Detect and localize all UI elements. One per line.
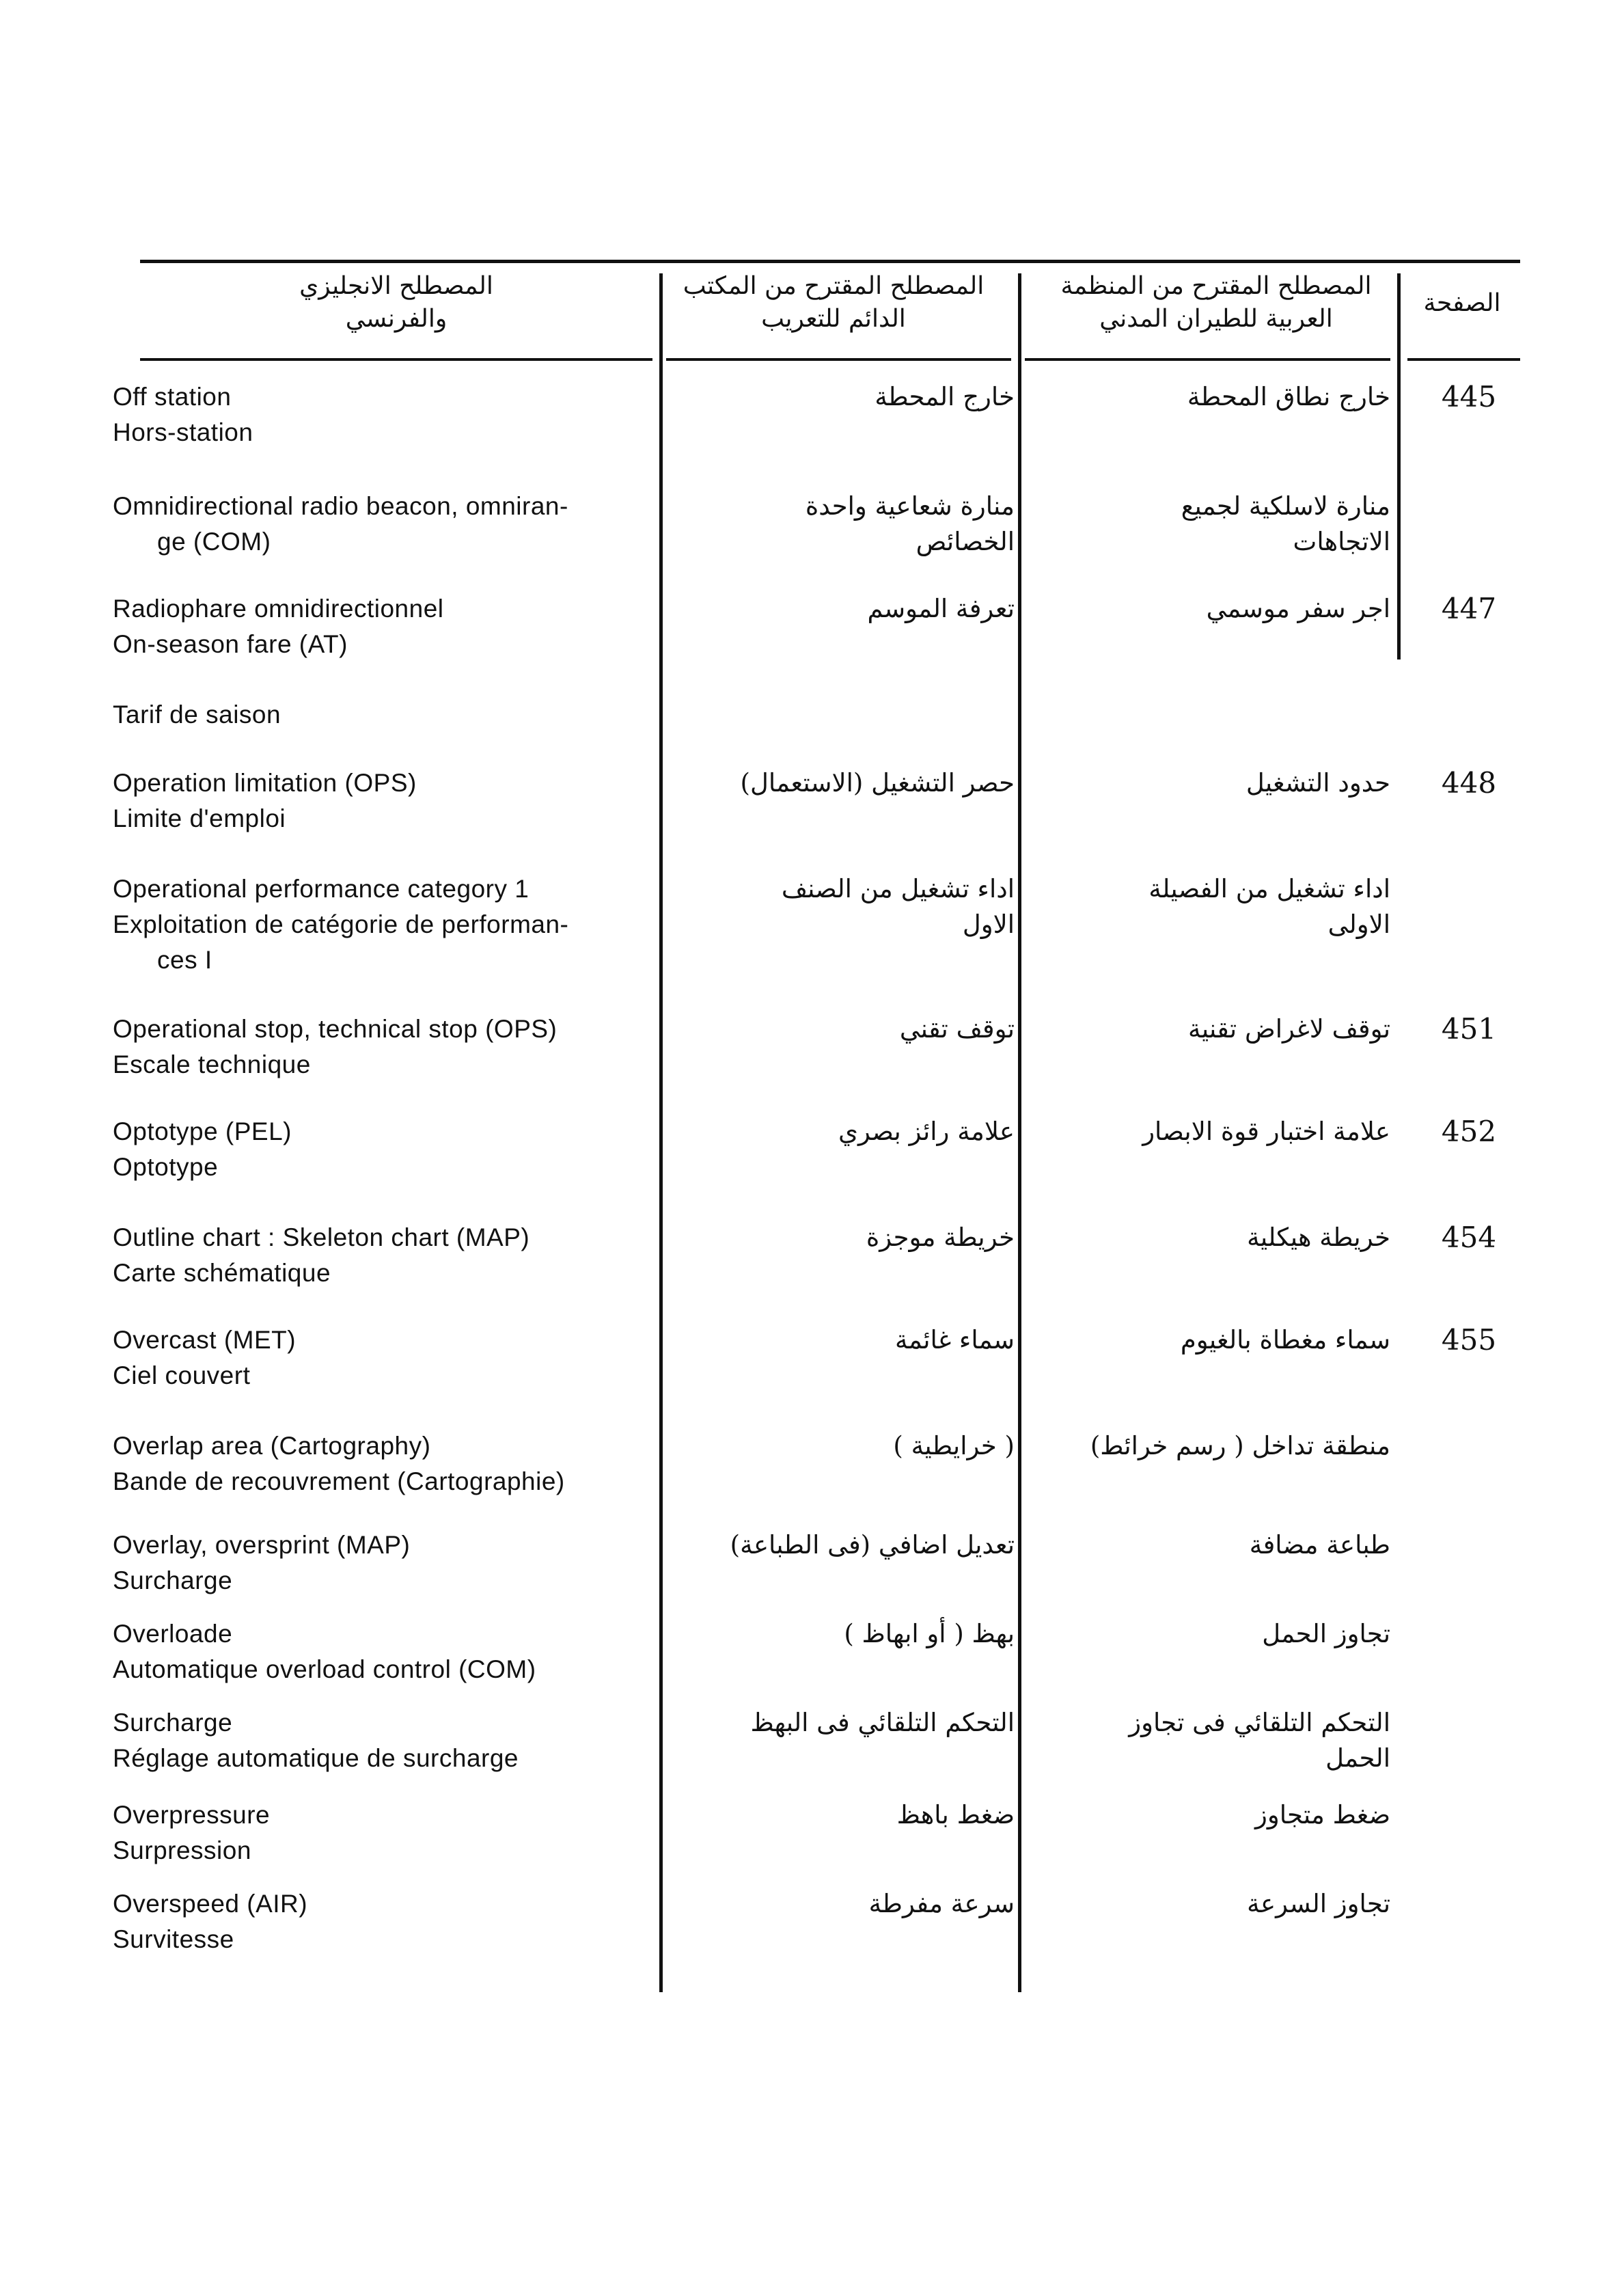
term-line: ge (COM) <box>157 528 271 556</box>
header-english-french: المصطلح الانجليزي والفرنسي <box>299 272 493 333</box>
header-acao: المصطلح المقترح من المنظمة العربية للطيران المدني <box>1060 272 1372 333</box>
term-line: علامة اختبار قوة الابصار <box>1142 1117 1390 1146</box>
term-line: سماء مغطاة بالغيوم <box>1180 1325 1390 1355</box>
term-line: الخصائص <box>916 527 1015 556</box>
bureau-term <box>673 871 1015 942</box>
english-french-term <box>113 1322 659 1393</box>
term-line: الحمل <box>1325 1743 1390 1773</box>
term-line: منارة شعاعية واحدة <box>805 491 1015 521</box>
page-number: 448 <box>1441 766 1497 800</box>
english-french-term <box>113 1886 659 1957</box>
term-line: ضغط باهظ <box>896 1800 1015 1830</box>
bureau-term <box>673 591 1015 627</box>
term-line: ضغط متجاوز <box>1254 1800 1390 1830</box>
term-line: منطقة تداخل ( رسم خرائط) <box>1090 1431 1390 1460</box>
term-line: Overpressure <box>113 1801 271 1829</box>
term-line: Surcharge <box>113 1709 233 1737</box>
term-line: Carte schématique <box>113 1259 331 1287</box>
term-line: خارج نطاق المحطة <box>1187 382 1390 411</box>
header-rule-bureau <box>666 358 1011 361</box>
page-number: 445 <box>1441 380 1497 413</box>
term-line: Réglage automatique de surcharge <box>113 1744 519 1772</box>
term-line: خريطة هيكلية <box>1247 1223 1390 1252</box>
term-line: التحكم التلقائي فى تجاوز <box>1129 1708 1390 1737</box>
term-line: حصر التشغيل (الاستعمال) <box>740 768 1015 798</box>
term-line: Operation limitation (OPS) <box>113 769 417 797</box>
term-line: Overloade <box>113 1620 233 1648</box>
term-line: Overlay, oversprint (MAP) <box>113 1531 411 1559</box>
term-line: Radiophare omnidirectionnel <box>113 595 444 623</box>
term-line: Outline chart : Skeleton chart (MAP) <box>113 1223 530 1251</box>
term-line: الاتجاهات <box>1293 527 1390 556</box>
term-line: Limite d'emploi <box>113 804 286 832</box>
acao-term <box>1042 591 1390 627</box>
term-line: تجاوز الحمل <box>1262 1619 1390 1648</box>
acao-term <box>1042 1011 1390 1047</box>
english-french-term <box>113 697 659 733</box>
term-line: Escale technique <box>113 1050 311 1078</box>
column-divider-3 <box>1397 273 1401 660</box>
bureau-term <box>673 379 1015 415</box>
bureau-term <box>673 1428 1015 1464</box>
term-line: توقف تقني <box>899 1014 1015 1044</box>
bureau-term <box>673 1886 1015 1922</box>
english-french-term <box>113 1705 659 1776</box>
acao-term <box>1042 1705 1390 1776</box>
english-french-term <box>113 1011 659 1083</box>
term-line: سماء غائمة <box>895 1325 1015 1355</box>
acao-term <box>1042 1428 1390 1464</box>
term-line: حدود التشغيل <box>1245 768 1390 798</box>
term-line: طباعة مضافة <box>1249 1530 1390 1560</box>
term-line: Overcast (MET) <box>113 1326 297 1354</box>
acao-term <box>1042 1322 1390 1358</box>
term-line: Tarif de saison <box>113 701 281 729</box>
term-line: اداء تشغيل من الصنف <box>781 874 1015 903</box>
acao-term <box>1042 765 1390 801</box>
acao-term <box>1042 489 1390 560</box>
term-line: التحكم التلقائي فى البهظ <box>750 1708 1015 1737</box>
header-bureau: المصطلح المقترح من المكتب الدائم للتعريب <box>683 272 985 333</box>
acao-term <box>1042 871 1390 942</box>
term-line: Operational performance category 1 <box>113 875 529 903</box>
term-line: خريطة موجزة <box>866 1223 1015 1252</box>
term-line: Optotype (PEL) <box>113 1117 292 1145</box>
term-line: الاولى <box>1327 910 1390 939</box>
bureau-term <box>673 1797 1015 1833</box>
term-line: تجاوز السرعة <box>1247 1889 1390 1918</box>
term-line: Surpression <box>113 1836 251 1864</box>
term-line: تعرفة الموسم <box>867 594 1015 623</box>
page-number: 451 <box>1441 1012 1497 1046</box>
english-french-term <box>113 765 659 837</box>
term-line: Overlap area (Cartography) <box>113 1432 431 1460</box>
acao-term <box>1042 1114 1390 1150</box>
table-top-rule <box>140 260 1520 263</box>
bureau-term <box>673 1220 1015 1255</box>
header-page: الصفحة <box>1423 289 1501 317</box>
term-line: Bande de recouvrement (Cartographie) <box>113 1467 565 1495</box>
bureau-term <box>673 1114 1015 1150</box>
acao-term <box>1042 1886 1390 1922</box>
acao-term <box>1042 1797 1390 1833</box>
english-french-term <box>113 379 659 450</box>
header-rule-acao <box>1025 358 1390 361</box>
page-number: 452 <box>1441 1115 1497 1148</box>
bureau-term <box>673 1705 1015 1741</box>
term-line: Hors-station <box>113 418 253 446</box>
term-line: علامة رائز بصري <box>838 1117 1015 1146</box>
bureau-term <box>673 1322 1015 1358</box>
english-french-term <box>113 1616 659 1687</box>
acao-term <box>1042 1220 1390 1255</box>
header-rule-english <box>140 358 652 361</box>
term-line: Off station <box>113 383 232 411</box>
term-line: اجر سفر موسمي <box>1206 594 1390 623</box>
term-line: منارة لاسلكية لجميع <box>1181 491 1390 521</box>
bureau-term <box>673 1616 1015 1652</box>
term-line: الاول <box>962 910 1015 939</box>
bureau-term <box>673 1527 1015 1563</box>
term-line: Surcharge <box>113 1566 233 1594</box>
english-french-term <box>113 871 659 978</box>
header-rule-page <box>1407 358 1520 361</box>
term-line: Exploitation de catégorie de performan- <box>113 910 569 938</box>
page-number: 454 <box>1441 1221 1497 1254</box>
term-line: On-season fare (AT) <box>113 630 348 658</box>
column-divider-2 <box>1018 273 1021 1992</box>
english-french-term <box>113 1797 659 1868</box>
term-line: بهظ ( أو ابهاظ ) <box>844 1619 1015 1648</box>
english-french-term <box>113 1220 659 1291</box>
english-french-term <box>113 1527 659 1599</box>
term-line: Overspeed (AIR) <box>113 1890 308 1918</box>
bureau-term <box>673 1011 1015 1047</box>
term-line: Survitesse <box>113 1925 234 1953</box>
term-line: ces I <box>157 946 212 974</box>
column-divider-1 <box>659 273 663 1992</box>
english-french-term <box>113 1114 659 1185</box>
term-line: Omnidirectional radio beacon, omniran- <box>113 492 568 520</box>
acao-term <box>1042 1527 1390 1563</box>
term-line: خارج المحطة <box>875 382 1015 411</box>
term-line: توقف لاغراض تقنية <box>1188 1014 1390 1044</box>
english-french-term <box>113 489 659 560</box>
term-line: تعديل اضافي (فى الطباعة) <box>730 1530 1015 1560</box>
bureau-term <box>673 489 1015 560</box>
acao-term <box>1042 1616 1390 1652</box>
term-line: ( خرايطية ) <box>893 1431 1015 1460</box>
page-number: 447 <box>1441 592 1497 625</box>
term-line: Automatique overload control (COM) <box>113 1655 536 1683</box>
term-line: Optotype <box>113 1153 219 1181</box>
term-line: Ciel couvert <box>113 1361 251 1389</box>
term-line: اداء تشغيل من الفصيلة <box>1148 874 1390 903</box>
acao-term <box>1042 379 1390 415</box>
bureau-term <box>673 765 1015 801</box>
english-french-term <box>113 1428 659 1499</box>
page-number: 455 <box>1441 1323 1497 1357</box>
term-line: Operational stop, technical stop (OPS) <box>113 1015 558 1043</box>
english-french-term <box>113 591 659 662</box>
term-line: سرعة مفرطة <box>868 1889 1015 1918</box>
